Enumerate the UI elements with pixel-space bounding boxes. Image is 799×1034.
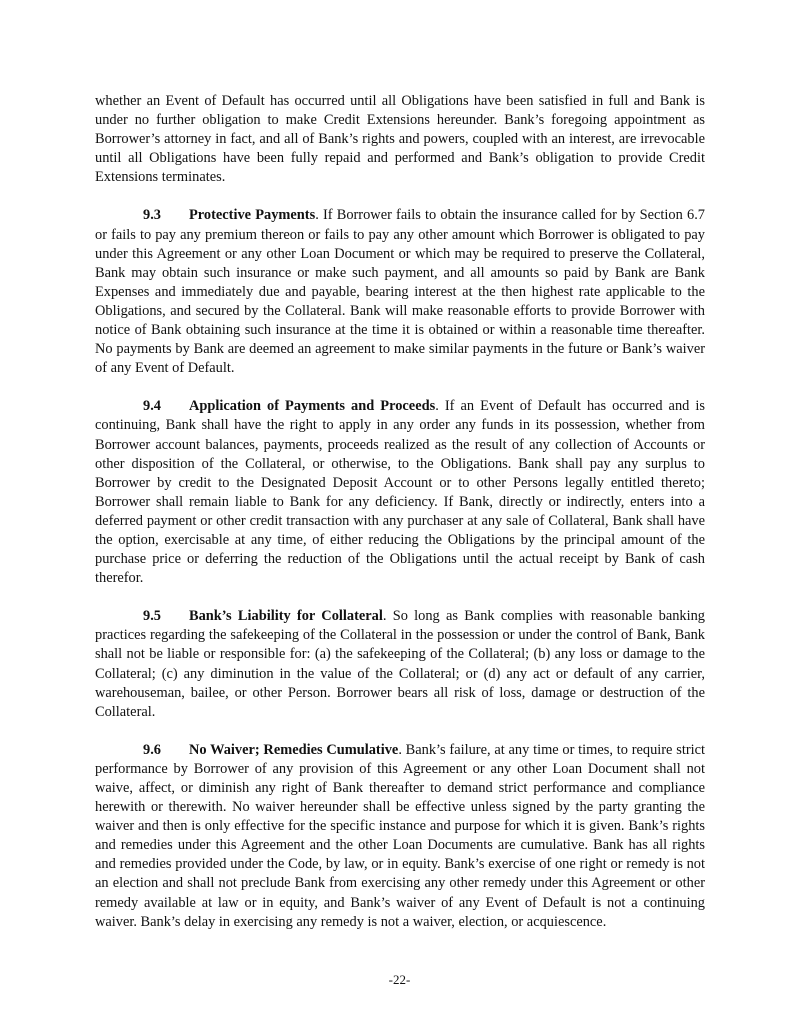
section-text: . If an Event of Default has occurred and is continuing, Bank shall have the right to apply in any order any funds in its possession, whether from Borrower account balances, payments, proceeds realized as the result of any collection of Accounts or other disposition of the Collateral, or otherwise, to the Obligations. Bank shall pay any surplus to Borrower by credit to the Designated Deposit Account or to other Persons legally entitled thereto; Borrower shall remain liable to Bank for any deficiency. If Bank, directly or indirectly, enters into a deferred payment or other credit transaction with any purchaser at any sale of Collateral, Bank shall have the option, exercisable at any time, of either reducing the Obligations by the principal amount of the purchase price or deferring the reduction of the Obligations until the actual receipt by Bank of cash therefor. [95, 398, 705, 587]
section-text: . Bank’s failure, at any time or times, to require strict performance by Borrower of any provision of this Agreement or any other Loan Document shall not waive, affect, or diminish any right of Bank thereafter to demand strict performance and compliance herewith or therewith. No waiver hereunder shall be effective unless signed by the party granting the waiver and then is only effective for the specific instance and purpose for which it is given. Bank’s rights and remedies under this Agreement and the other Loan Documents are cumulative. Bank has all rights and remedies provided under the Code, by law, or in equity. Bank’s exercise of one right or remedy is not an election and shall not preclude Bank from exercising any other remedy under this Agreement or other remedy available at law or in equity, and Bank’s waiver of any Event of Default is not a continuing waiver. Bank’s delay in exercising any remedy is not a waiver, election, or acquiescence. [95, 741, 705, 930]
section-number: 9.3 [143, 207, 161, 224]
page-number: -22- [388, 972, 411, 987]
section-number: 9.4 [143, 398, 161, 415]
section-9-3 [95, 206, 705, 378]
section-heading: Protective Payments [189, 207, 316, 224]
section-heading: Bank’s Liability for Collateral [189, 608, 383, 625]
continuation-paragraph: whether an Event of Default has occurred until all Obligations have been satisfied in full and Bank is under no further obligation to make Credit Extensions hereunder. Bank’s foregoing appointment as Borrower’s attorney in fact, and all of Bank’s rights and powers, coupled with an interest, are irrevocable until all Obligations have been fully repaid and performed and Bank’s obligation to provide Credit Extensions terminates. [95, 93, 705, 186]
section-text: . So long as Bank complies with reasonable banking practices regarding the safekeeping of the Collateral in the possession or under the control of Bank, Bank shall not be liable or responsible for: (a) the safekeeping of the Collateral; (b) any loss or damage to the Collateral; (c) any diminution in the value of the Collateral; or (d) any act or default of any carrier, warehouseman, bailee, or other Person. Borrower bears all risk of loss, damage or destruction of the Collateral. [95, 608, 706, 720]
section-9-6 [95, 741, 705, 932]
section-9-4 [95, 397, 705, 588]
document-body [95, 92, 705, 951]
section-number: 9.6 [143, 741, 161, 758]
section-text: . If Borrower fails to obtain the insurance called for by Section 6.7 or fails to pay any premium thereon or fails to pay any other amount which Borrower is obligated to pay under this Agreement or any other Loan Document or which may be required to preserve the Collateral, Bank may obtain such insurance or make such payment, and all amounts so paid by Bank are Bank Expenses and immediately due and payable, bearing interest at the then highest rate applicable to the Obligations, and secured by the Collateral. Bank will make reasonable efforts to provide Borrower with notice of Bank obtaining such insurance at the time it is obtained or within a reasonable time thereafter. No payments by Bank are deemed an agreement to make similar payments in the future or Bank’s waiver of any Event of Default. [95, 207, 705, 377]
section-9-5 [95, 607, 705, 722]
section-heading: Application of Payments and Proceeds [189, 398, 436, 415]
section-heading: No Waiver; Remedies Cumulative [189, 741, 399, 758]
section-number: 9.5 [143, 608, 161, 625]
